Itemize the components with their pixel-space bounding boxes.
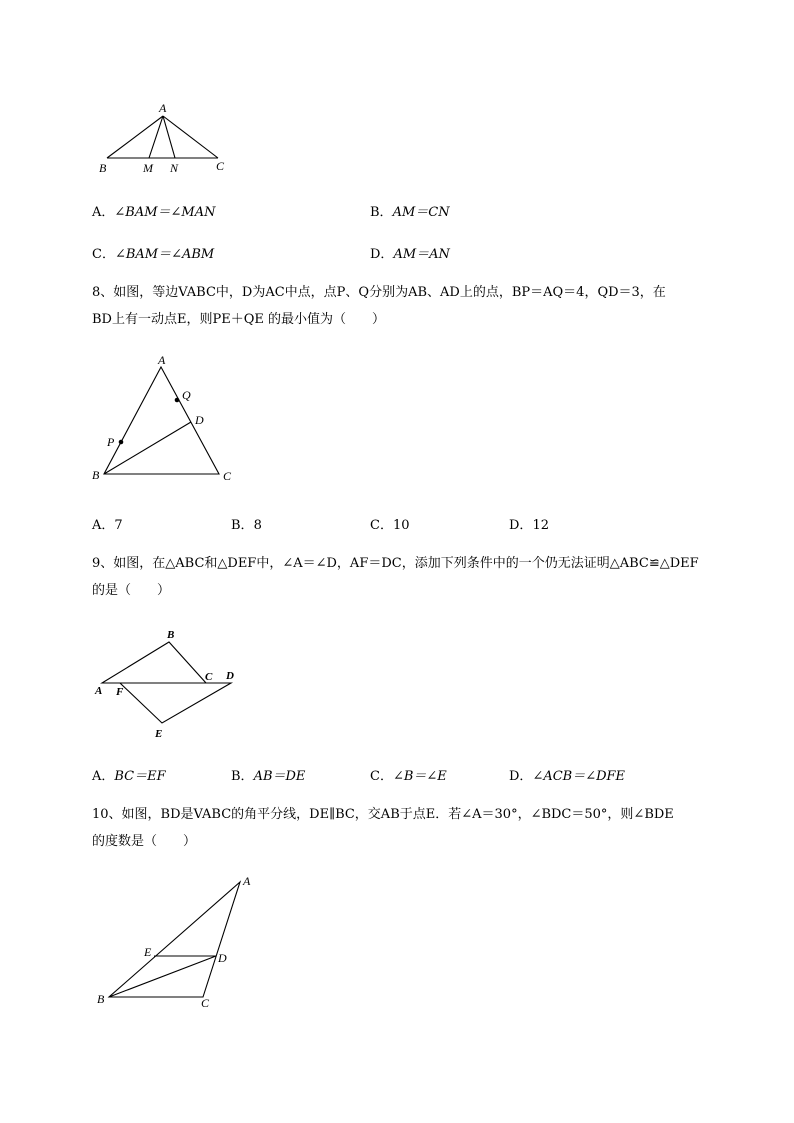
- label-M: M: [143, 161, 153, 175]
- label-D: D: [195, 413, 204, 427]
- option-letter: D．: [370, 247, 394, 262]
- option-text: 7: [114, 518, 123, 533]
- q9-stem-line1: 9、如图，在△ABC和△DEF中，∠A＝∠D，AF＝DC，添加下列条件中的一个仍无法证明△ABC≌△DEF: [92, 556, 699, 571]
- label-A: A: [159, 101, 167, 115]
- q7-option-c: [92, 243, 214, 262]
- option-letter: A．: [92, 518, 115, 533]
- option-text: AM＝AN: [393, 247, 450, 262]
- label-B: B: [92, 468, 100, 482]
- q9-option-a: [92, 765, 166, 784]
- q8-stem: [92, 279, 752, 333]
- label-B: B: [99, 161, 107, 175]
- label-A: A: [95, 685, 103, 697]
- label-C: C: [201, 996, 210, 1010]
- option-letter: C．: [92, 247, 115, 262]
- label-C: C: [216, 159, 225, 173]
- option-text: 10: [392, 518, 410, 533]
- option-letter: D．: [509, 518, 533, 533]
- label-D: D: [226, 670, 234, 682]
- option-text: 12: [532, 518, 549, 533]
- q7-option-a: [92, 201, 216, 220]
- label-F: F: [116, 686, 124, 698]
- q10-stem-line1: 10、如图，BD是VABC的角平分线，DE∥BC，交AB于点E．若∠A＝30°，∠BDC＝50°，则∠BDE: [92, 807, 674, 822]
- option-letter: B．: [370, 205, 393, 220]
- label-C: C: [223, 469, 232, 483]
- label-C: C: [205, 671, 213, 683]
- q8-stem-line1: 8、如图，等边VABC中，D为AC中点，点P、Q分别为AB、AD上的点，BP＝AQ＝4，QD＝3，在: [92, 285, 666, 300]
- label-Q: Q: [182, 388, 191, 402]
- label-E: E: [155, 728, 163, 740]
- option-text: BC＝EF: [114, 769, 166, 784]
- q8-option-b: [231, 514, 262, 533]
- q8-figure: [88, 352, 248, 492]
- option-text: AB＝DE: [253, 769, 306, 784]
- option-letter: C．: [370, 518, 393, 533]
- label-P: P: [107, 435, 115, 449]
- option-text: 8: [253, 518, 262, 533]
- q8-option-a: [92, 514, 123, 533]
- label-B: B: [97, 992, 105, 1006]
- option-letter: C．: [370, 769, 393, 784]
- option-letter: A．: [92, 205, 115, 220]
- option-text: ∠BAM＝∠ABM: [114, 247, 215, 262]
- option-letter: B．: [231, 769, 254, 784]
- q9-stem-line2: 的是（ ）: [92, 583, 171, 598]
- point-Q: [175, 398, 180, 403]
- q7-figure: [90, 98, 240, 180]
- point-P: [119, 440, 124, 445]
- q7-option-b: [370, 201, 450, 220]
- label-D: D: [218, 951, 227, 965]
- label-N: N: [170, 161, 179, 175]
- label-A: A: [158, 353, 166, 367]
- option-text: ∠BAM＝∠MAN: [114, 205, 216, 220]
- q10-stem: [92, 801, 752, 855]
- option-text: ∠ACB＝∠DFE: [532, 769, 626, 784]
- q8-stem-line2: BD上有一动点E，则PE＋QE 的最小值为（ ）: [92, 312, 385, 327]
- label-A: A: [243, 874, 251, 888]
- q8-option-d: [509, 514, 549, 533]
- option-text: ∠B＝∠E: [392, 769, 447, 784]
- q8-option-c: [370, 514, 410, 533]
- q7-option-d: [370, 243, 450, 262]
- q9-figure: [88, 625, 248, 743]
- q9-option-d: [509, 765, 625, 784]
- q10-stem-line2: 的度数是（ ）: [92, 834, 197, 849]
- label-E: E: [144, 945, 152, 959]
- option-text: AM＝CN: [392, 205, 450, 220]
- label-B: B: [167, 629, 175, 641]
- q10-figure: [88, 870, 263, 1015]
- option-letter: D．: [509, 769, 533, 784]
- option-letter: B．: [231, 518, 254, 533]
- q9-option-c: [370, 765, 447, 784]
- q9-option-b: [231, 765, 305, 784]
- option-letter: A．: [92, 769, 115, 784]
- q9-stem: [92, 550, 752, 604]
